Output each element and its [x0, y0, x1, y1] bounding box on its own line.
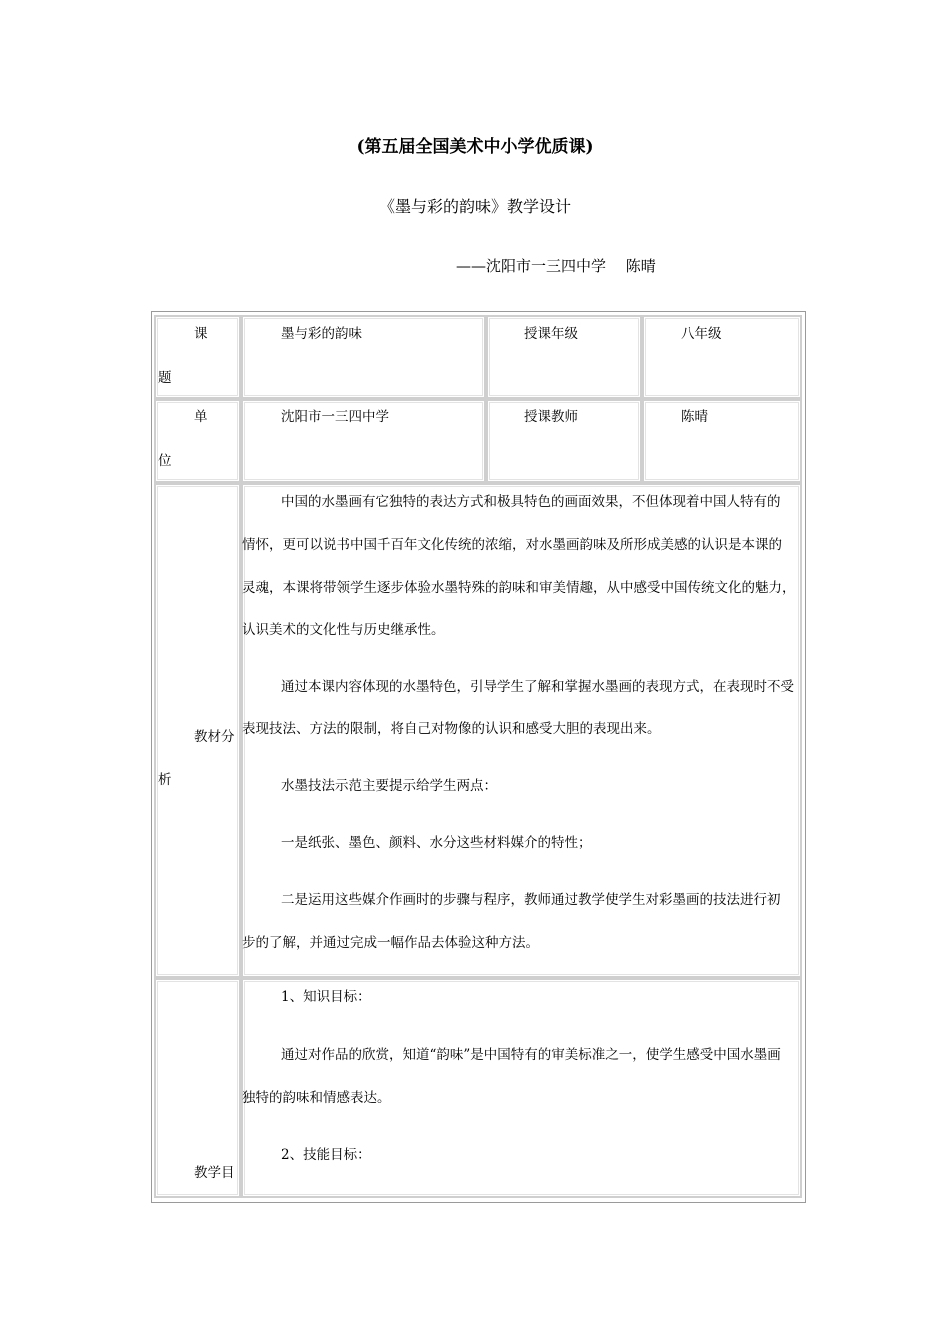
topic-label-part2: 题 [158, 370, 172, 386]
topic-value: 墨与彩的韵味 [281, 326, 362, 342]
unit-label-part2: 位 [158, 453, 172, 469]
analysis-line: 灵魂，本课将带领学生逐步体验水墨特殊的韵味和审美情趣，从中感受中国传统文化的魅力， [242, 580, 796, 596]
teacher-value: 陈晴 [681, 409, 708, 425]
grade-value: 八年级 [681, 326, 722, 342]
analysis-line: 认识美术的文化性与历史继承性。 [242, 622, 445, 638]
analysis-line: 情怀，更可以说书中国千百年文化传统的浓缩，对水墨画韵味及所形成美感的认识是本课的 [242, 537, 782, 553]
analysis-line: 二是运用这些媒介作画时的步骤与程序，教师通过教学使学生对彩墨画的技法进行初 [281, 892, 781, 908]
unit-value: 沈阳市一三四中学 [281, 409, 389, 425]
document-title: 《墨与彩的韵味》教学设计 [378, 197, 571, 216]
grade-label: 授课年级 [524, 326, 578, 342]
analysis-line: 通过本课内容体现的水墨特色，引导学生了解和掌握水墨画的表现方式，在表现时不受 [281, 679, 794, 695]
analysis-line: 一是纸张、墨色、颜料、水分这些材料媒介的特性； [281, 835, 592, 851]
goals-line: 通过对作品的欣赏，知道“韵味”是中国特有的审美标准之一，使学生感受中国水墨画 [281, 1047, 781, 1063]
grade-value-cell [642, 315, 802, 399]
topic-label-part1: 课 [194, 326, 208, 342]
goals-line: 2、技能目标： [281, 1147, 371, 1163]
analysis-line: 表现技法、方法的限制，将自己对物像的认识和感受大胆的表现出来。 [242, 721, 661, 737]
teacher-label: 授课教师 [524, 409, 578, 425]
author-line: ——沈阳市一三四中学 陈晴 [456, 257, 656, 275]
analysis-line: 水墨技法示范主要提示给学生两点： [281, 778, 497, 794]
goals-label: 教学目 [194, 1165, 235, 1181]
goals-line: 1、知识目标： [281, 989, 371, 1005]
analysis-label-part1: 教材分 [194, 729, 235, 745]
goals-line: 独特的韵味和情感表达。 [242, 1090, 391, 1106]
teacher-value-cell [642, 399, 802, 483]
analysis-line: 中国的水墨画有它独特的表达方式和极具特色的画面效果，不但体现着中国人特有的 [281, 494, 781, 510]
analysis-line: 步的了解，并通过完成一幅作品去体验这种方法。 [242, 935, 539, 951]
event-heading: (第五届全国美术中小学优质课) [356, 137, 594, 157]
unit-label-part1: 单 [194, 409, 208, 425]
topic-value-cell [241, 315, 486, 399]
analysis-label-part2: 析 [158, 772, 172, 788]
